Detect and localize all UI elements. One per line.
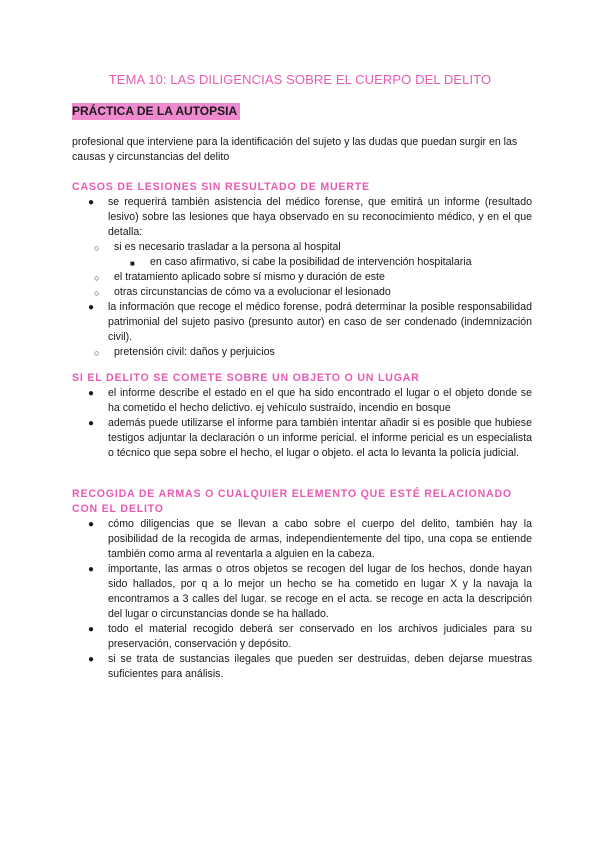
circle-bullet-icon: ○: [94, 243, 100, 253]
bullet-dot-icon: ●: [88, 388, 95, 399]
list-item: [72, 652, 532, 682]
bullet-dot-icon: ●: [88, 197, 95, 208]
intro-paragraph: profesional que intervienе para la identificación del sujeto y las dudas que puedan surgir en las causas y circunstancias del delito: [72, 136, 518, 163]
sub-list-item: [72, 285, 532, 300]
sub-sub-item-text: en caso afirmativo, si cabe la posibilidad de intervención hospitalaria: [150, 256, 472, 268]
list-item-text: el informe describe el estado en el que ha sido encontrado el lugar o el objeto donde se ha cometido el hecho delictivo. ej vehículo sustraído, incendio en bosque: [108, 387, 532, 414]
sub-list-item: [72, 270, 532, 285]
section-heading: SI EL DELITO SE COMETE SOBRE UN OBJETO O UN LUGAR: [72, 372, 420, 384]
list-item: [72, 622, 532, 652]
circle-bullet-icon: ○: [94, 348, 100, 358]
sub-sub-list: [72, 255, 532, 270]
list-item-text: si se trata de sustancias ilegales que pueden ser destruidas, deben dejarse muestras suficientes para análisis.: [108, 653, 532, 680]
bullet-list: [72, 517, 532, 682]
bullet-list: [72, 386, 532, 461]
bullet-dot-icon: ●: [88, 418, 95, 429]
bullet-dot-icon: ●: [88, 519, 95, 530]
sub-item-text: pretensión civil: daños y perjuicios: [114, 346, 275, 358]
page-title: TEMA 10: LAS DILIGENCIAS SOBRE EL CUERPO DEL DELITO: [108, 72, 492, 87]
list-item: [72, 195, 532, 300]
sub-list-item: [72, 240, 532, 270]
list-item: [72, 517, 532, 562]
list-item-text: se requerirá también asistencia del médico forense, que emitirá un informe (resultado lesivo) sobre las lesiones que haya observado en su reconocimiento médico, y en el que detalla:: [108, 196, 532, 238]
list-item-text: importante, las armas o otros objetos se recogen del lugar de los hechos, donde hayan sido hallados, por q a lo mejor un hecho se ha cometido en lugar X y la navaja la encontramos a 3 calles del lugar. se recoge en el acta. se recoge en acta la descripción del lugar o circunstancias donde se ha hallado.: [108, 563, 532, 620]
circle-bullet-icon: ○: [94, 273, 100, 283]
list-item-text: cómo diligencias que se llevan a cabo sobre el cuerpo del delito, también hay la posibilidad de la recogida de armas, independientemente del tipo, una copa se entiende también como arma al reventarla a alguien en la cabeza.: [108, 518, 532, 560]
list-item-text: todo el material recogido deberá ser conservado en los archivos judiciales para su preservación, conservación y depósito.: [108, 623, 532, 650]
sub-list: [72, 345, 532, 360]
section-lesiones: [72, 180, 532, 360]
bullet-dot-icon: ●: [88, 302, 95, 313]
bullet-list: [72, 195, 532, 360]
list-item: [72, 300, 532, 360]
list-item: [72, 416, 532, 461]
sub-list-item: [72, 345, 532, 360]
section-objeto-lugar: [72, 371, 532, 461]
bullet-dot-icon: ●: [88, 624, 95, 635]
sub-item-text: si es necesario trasladar a la persona al hospital: [114, 241, 341, 253]
list-item-text: además puede utilizarse el informe para también intentar añadir si es posible que hubiese testigos adjuntar la declaración o un informe pericial. el informe pericial es un especialista o técnico que sepa sobre el hecho, el lugar o objeto. el acta lo levanta la policía judicial.: [108, 417, 532, 459]
list-item: [72, 386, 532, 416]
square-bullet-icon: ■: [130, 259, 135, 268]
sub-sub-list-item: [72, 255, 532, 270]
list-item: [72, 562, 532, 622]
section-recogida-armas: [72, 487, 532, 682]
sub-item-text: el tratamiento aplicado sobre sí mismo y duración de este: [114, 271, 385, 283]
section-subtitle: [72, 104, 240, 118]
circle-bullet-icon: ○: [94, 288, 100, 298]
sub-item-text: otras circunstancias de cómo va a evolucionar el lesionado: [114, 286, 391, 298]
section-heading: RECOGIDA DE ARMAS O CUALQUIER ELEMENTO QUE ESTÉ RELACIONADO CON EL DELITO: [72, 488, 512, 515]
bullet-dot-icon: ●: [88, 654, 95, 665]
bullet-dot-icon: ●: [88, 564, 95, 575]
section-heading: CASOS DE LESIONES SIN RESULTADO DE MUERTE: [72, 181, 370, 193]
sub-list: [72, 240, 532, 300]
subtitle-highlight: PRÁCTICA DE LA AUTOPSIA: [72, 103, 240, 120]
list-item-text: la información que recoge el médico forense, podrá determinar la posible responsabilidad patrimonial del sujeto pasivo (presunto autor) en caso de ser condenado (indemnización civil).: [108, 301, 532, 343]
